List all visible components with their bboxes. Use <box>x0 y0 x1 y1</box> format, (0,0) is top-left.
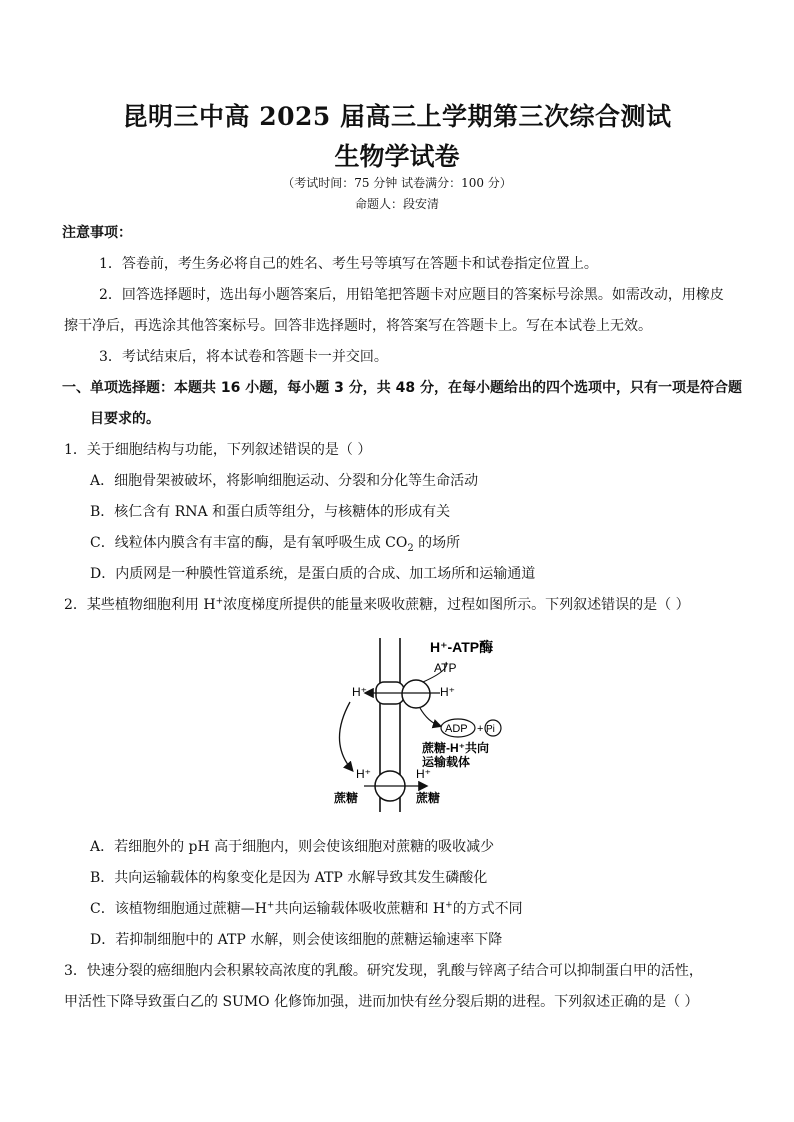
notice-heading: 注意事项： <box>62 225 132 241</box>
q1-option-d: D．内质网是一种膜性管道系统，是蛋白质的合成、加工场所和运输通道 <box>90 566 536 582</box>
notice-item-2-line1: 2．回答选择题时，选出每小题答案后，用铅笔把答题卡对应题目的答案标号涂黑。如需改动，用橡皮 <box>99 287 724 303</box>
h-bottom-left-label: H⁺ <box>356 767 371 781</box>
pi-label: Pi <box>486 724 495 735</box>
exam-title: 昆明三中高 2025 届高三上学期第三次综合测试 <box>122 102 672 131</box>
q1-option-a: A．细胞骨架被破坏，将影响细胞运动、分裂和分化等生命活动 <box>90 473 479 489</box>
section1-heading: 一、单项选择题：本题共 16 小题，每小题 3 分，共 48 分，在每小题给出的四个选项中，只有一项是符合题 <box>62 380 742 396</box>
q1-option-b: B．核仁含有 RNA 和蛋白质等组分，与核糖体的形成有关 <box>90 504 451 520</box>
sucrose-transport-diagram <box>320 630 520 815</box>
q2-option-a: A．若细胞外的 pH 高于细胞内，则会使该细胞对蔗糖的吸收减少 <box>90 839 495 855</box>
section1-heading-cont: 目要求的。 <box>90 411 160 427</box>
exam-author: 命题人：段安清 <box>354 197 439 211</box>
cotransporter-label-2: 运输载体 <box>422 755 471 769</box>
sucrose-outside-label: 蔗糖 <box>334 791 359 805</box>
h-inside-label: H⁺ <box>440 685 455 699</box>
atp-label: ATP <box>434 661 457 675</box>
atpase-label: H⁺-ATP酶 <box>430 639 494 655</box>
q1-option-c: C．线粒体内膜含有丰富的酶，是有氧呼吸生成 $CO_2$ 的场所 <box>90 535 461 554</box>
q2-option-c: C．该植物细胞通过蔗糖—H+共向运输载体吸收蔗糖和 H+的方式不同 <box>90 900 523 917</box>
exam-info: （考试时间：75 分钟 试卷满分：100 分） <box>282 176 512 190</box>
q2-option-d: D．若抑制细胞中的 ATP 水解，则会使该细胞的蔗糖运输速率下降 <box>90 932 503 948</box>
q3-stem-line2: 甲活性下降导致蛋白乙的 SUMO 化修饰加强，进而加快有丝分裂后期的进程。下列叙述正确的是（ ） <box>64 994 699 1010</box>
h-outside-label: H⁺ <box>352 685 367 699</box>
q2-option-b: B．共向运输载体的构象变化是因为 ATP 水解导致其发生磷酸化 <box>90 870 488 886</box>
adp-label: ADP <box>445 723 468 735</box>
notice-item-2-line2: 擦干净后，再选涂其他答案标号。回答非选择题时，将答案写在答题卡上。写在本试卷上无效。 <box>64 318 652 334</box>
plus-label: + <box>477 723 484 735</box>
h-bottom-right-label: H⁺ <box>416 767 431 781</box>
q1-stem: 1．关于细胞结构与功能，下列叙述错误的是（ ） <box>64 442 372 458</box>
notice-item-1: 1．答卷前，考生务必将自己的姓名、考生号等填写在答题卡和试卷指定位置上。 <box>99 256 598 272</box>
exam-subtitle: 生物学试卷 <box>334 142 460 171</box>
notice-item-3: 3．考试结束后，将本试卷和答题卡一并交回。 <box>99 349 388 365</box>
q2-stem: 2．某些植物细胞利用 H+浓度梯度所提供的能量来吸收蔗糖，过程如图所示。下列叙述错误的是（ ） <box>64 596 690 613</box>
q3-stem-line1: 3．快速分裂的癌细胞内会积累较高浓度的乳酸。研究发现，乳酸与锌离子结合可以抑制蛋白甲的活性， <box>64 963 703 979</box>
sucrose-inside-label: 蔗糖 <box>416 791 441 805</box>
cotransporter-label-1: 蔗糖-H⁺共向 <box>422 741 489 755</box>
atpase-head <box>402 680 430 708</box>
